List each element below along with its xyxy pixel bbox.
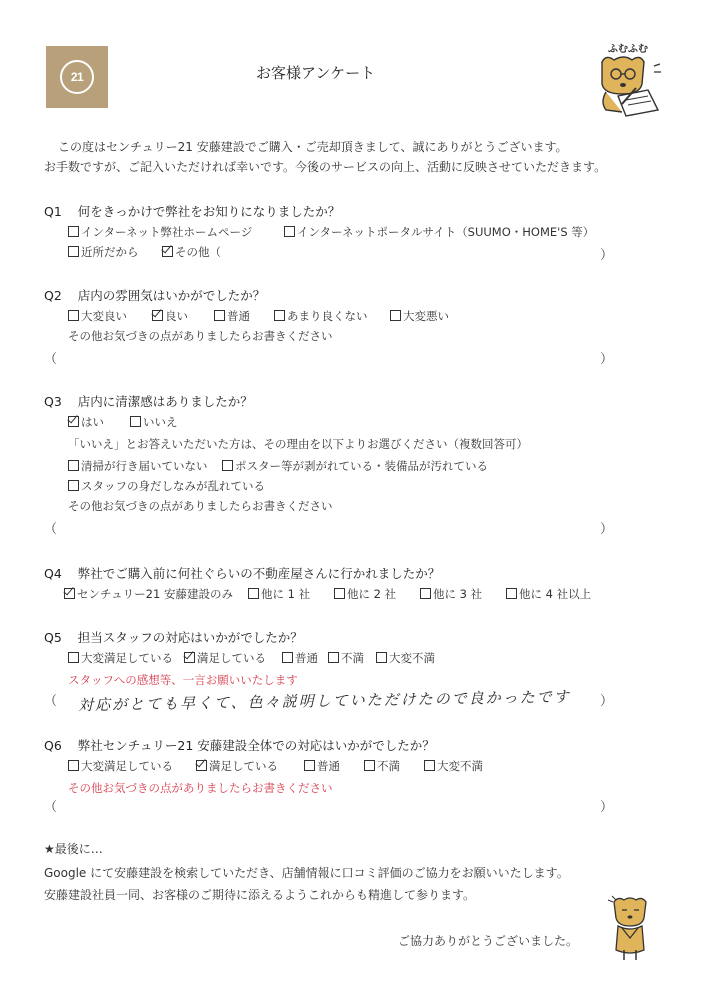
q2-close-paren: ） — [600, 352, 614, 367]
q6-text: 弊社センチュリー21 安藤建設全体での対応はいかがでしたか？ — [77, 738, 435, 753]
checkbox-icon[interactable] — [222, 460, 233, 471]
q3-close-paren: ） — [600, 522, 614, 537]
q3-followup: 「いいえ」とお答えいただいた方は、その理由を以下よりお選びください（複数回答可） — [68, 437, 528, 451]
q4-option-only-us[interactable]: センチュリー21 安藤建設のみ — [64, 586, 233, 602]
q4-question — [44, 564, 440, 582]
checkbox-icon[interactable] — [130, 416, 141, 427]
checkbox-icon[interactable] — [364, 760, 375, 771]
checkbox-icon[interactable] — [274, 310, 285, 321]
q3-number: Q3 — [44, 394, 62, 409]
q2-number: Q2 — [44, 288, 62, 303]
q1-option-portal[interactable]: インターネットポータルサイト（SUUMO・HOME'S 等） — [284, 224, 594, 240]
footer-line-1: Google にて安藤建設を検索していただき、店舗情報に口コミ評価のご協力をお願いいたします。 — [44, 866, 569, 880]
checkbox-icon[interactable] — [284, 226, 295, 237]
checkbox-icon[interactable] — [304, 760, 315, 771]
q5-option-very-dissatisfied[interactable]: 大変不満 — [376, 650, 435, 666]
checkbox-icon[interactable] — [420, 588, 431, 599]
checked-checkbox-icon[interactable] — [64, 588, 75, 599]
q3-text: 店内に清潔感はありましたか？ — [77, 394, 253, 409]
q6-option-satisfied[interactable]: 満足している — [196, 758, 278, 774]
q5-open-paren: （ — [44, 694, 58, 709]
checkbox-icon[interactable] — [506, 588, 517, 599]
mascot-reading-icon — [588, 52, 666, 118]
q1-number: Q1 — [44, 204, 62, 219]
q6-close-paren: ） — [600, 800, 614, 815]
q2-comment-prompt: その他お気づきの点がありましたらお書きください — [68, 329, 333, 343]
q2-option-very-bad[interactable]: 大変悪い — [390, 308, 449, 324]
q3-option-no[interactable]: いいえ — [130, 414, 178, 430]
checkbox-icon[interactable] — [68, 480, 79, 491]
q6-option-very-satisfied[interactable]: 大変満足している — [68, 758, 173, 774]
q3-option-yes[interactable]: はい — [68, 414, 104, 430]
checked-checkbox-icon[interactable] — [68, 416, 79, 427]
q5-text: 担当スタッフの対応はいかがでしたか？ — [77, 630, 303, 645]
q6-option-normal[interactable]: 普通 — [304, 758, 340, 774]
checkbox-icon[interactable] — [282, 652, 293, 663]
checkbox-icon[interactable] — [68, 226, 79, 237]
q4-option-4plus[interactable]: 他に 4 社以上 — [506, 586, 591, 602]
q5-option-normal[interactable]: 普通 — [282, 650, 318, 666]
intro-line-2: お手数ですが、ご記入いただければ幸いです。今後のサービスの向上、活動に反映させていただきます。 — [44, 160, 607, 174]
page-title: お客様アンケート — [256, 64, 376, 82]
q3-reason-posters[interactable]: ポスター等が剥がれている・装備品が汚れている — [222, 458, 488, 474]
q1-option-other[interactable]: その他（ — [162, 244, 221, 260]
q5-option-dissatisfied[interactable]: 不満 — [328, 650, 364, 666]
q4-text: 弊社でご購入前に何社ぐらいの不動産屋さんに行かれましたか？ — [77, 566, 441, 581]
q2-option-very-good[interactable]: 大変良い — [68, 308, 127, 324]
footer-line-2: 安藤建設社員一同、お客様のご期待に添えるようこれからも精進して参ります。 — [44, 888, 476, 902]
checkbox-icon[interactable] — [328, 652, 339, 663]
checkbox-icon[interactable] — [376, 652, 387, 663]
thanks-message: ご協力ありがとうございました。 — [398, 934, 579, 948]
century21-logo — [46, 46, 108, 108]
q2-open-paren: （ — [44, 352, 58, 367]
checkbox-icon[interactable] — [334, 588, 345, 599]
checkbox-icon[interactable] — [390, 310, 401, 321]
mascot-caption: ふむふむ — [608, 44, 648, 55]
footer-heading: ★最後に… — [44, 842, 103, 856]
intro-line-1: この度はセンチュリー21 安藤建設でご購入・ご売却頂きまして、誠にありがとうございます。 — [58, 140, 568, 154]
q5-number: Q5 — [44, 630, 62, 645]
q2-option-not-good[interactable]: あまり良くない — [274, 308, 368, 324]
checkbox-icon[interactable] — [424, 760, 435, 771]
checkbox-icon[interactable] — [68, 246, 79, 257]
q6-option-very-dissatisfied[interactable]: 大変不満 — [424, 758, 483, 774]
q5-question — [44, 628, 303, 646]
checked-checkbox-icon[interactable] — [196, 760, 207, 771]
q2-option-normal[interactable]: 普通 — [214, 308, 250, 324]
q6-open-paren: （ — [44, 800, 58, 815]
q1-question — [44, 202, 340, 220]
q5-option-very-satisfied[interactable]: 大変満足している — [68, 650, 173, 666]
q1-text: 何をきっかけで弊社をお知りになりましたか？ — [77, 204, 341, 219]
checked-checkbox-icon[interactable] — [184, 652, 195, 663]
q5-comment-prompt: スタッフへの感想等、一言お願いいたします — [68, 673, 298, 687]
q1-option-homepage[interactable]: インターネット弊社ホームページ — [68, 224, 252, 240]
mascot-bowing-icon — [604, 894, 656, 964]
q4-option-2[interactable]: 他に 2 社 — [334, 586, 396, 602]
q2-question — [44, 286, 265, 304]
checked-checkbox-icon[interactable] — [162, 246, 173, 257]
q3-question — [44, 392, 253, 410]
q3-open-paren: （ — [44, 522, 58, 537]
q4-option-1[interactable]: 他に 1 社 — [248, 586, 310, 602]
checkbox-icon[interactable] — [68, 652, 79, 663]
q5-option-satisfied[interactable]: 満足している — [184, 650, 266, 666]
q4-number: Q4 — [44, 566, 62, 581]
q5-close-paren: ） — [600, 694, 614, 709]
q2-option-good[interactable]: 良い — [152, 308, 188, 324]
q6-number: Q6 — [44, 738, 62, 753]
checkbox-icon[interactable] — [68, 760, 79, 771]
checkbox-icon[interactable] — [68, 460, 79, 471]
q3-reason-staff[interactable]: スタッフの身だしなみが乱れている — [68, 478, 265, 494]
q1-close-paren: ） — [600, 248, 614, 263]
q6-question — [44, 736, 435, 754]
q2-text: 店内の雰囲気はいかがでしたか？ — [77, 288, 266, 303]
q5-handwritten-comment: 対応がとても早くて、色々説明していただけたので良かったです — [77, 687, 571, 715]
q4-option-3[interactable]: 他に 3 社 — [420, 586, 482, 602]
q1-option-nearby[interactable]: 近所だから — [68, 244, 139, 260]
checked-checkbox-icon[interactable] — [152, 310, 163, 321]
q3-comment-prompt: その他お気づきの点がありましたらお書きください — [68, 499, 333, 513]
q3-reason-cleaning[interactable]: 清掃が行き届いていない — [68, 458, 208, 474]
checkbox-icon[interactable] — [214, 310, 225, 321]
q6-option-dissatisfied[interactable]: 不満 — [364, 758, 400, 774]
checkbox-icon[interactable] — [68, 310, 79, 321]
logo-mark: 21 — [60, 60, 94, 94]
checkbox-icon[interactable] — [248, 588, 259, 599]
q6-comment-prompt: その他お気づきの点がありましたらお書きください — [68, 781, 333, 795]
